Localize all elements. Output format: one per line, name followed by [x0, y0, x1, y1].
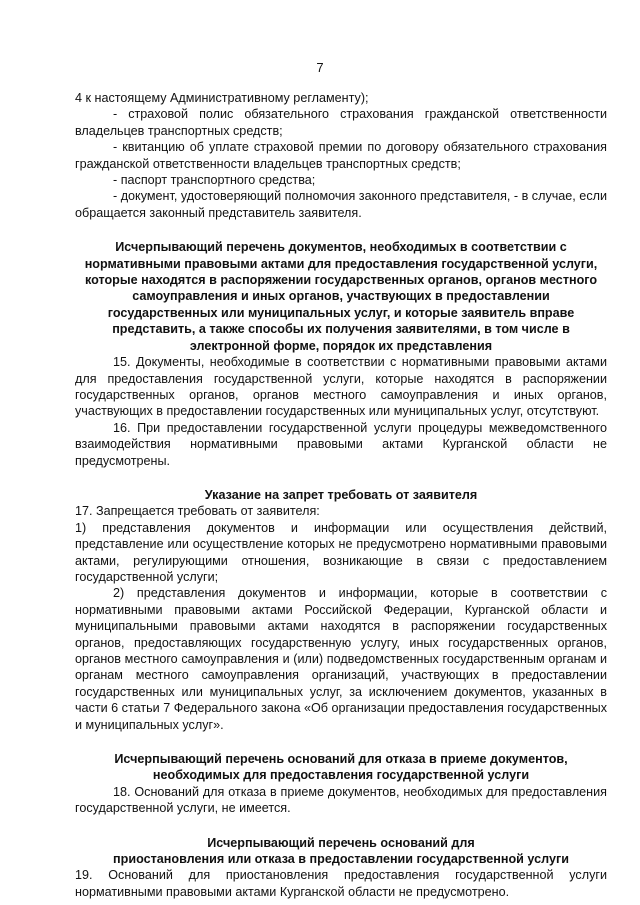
- paragraph-16: 16. При предоставлении государственной услуги процедуры межведомственного взаимодействия нормативными правовыми актами Курганской области не предусмотрены.: [75, 420, 607, 468]
- heading-refusal-grounds: Исчерпывающий перечень оснований для отказа в приеме документов, необходимых для предоставления государственной услуги: [114, 752, 568, 783]
- paragraph-17: 17. Запрещается требовать от заявителя:: [75, 504, 320, 519]
- list-item-insurance-policy: - страховой полис обязательного страхования гражданской ответственности владельцев транспортных средств;: [75, 107, 607, 138]
- page-number: 7: [316, 60, 324, 75]
- paragraph-17-item-2: 2) представления документов и информации, которые в соответствии с нормативными правовыми актами Российской Федерации, Курганской области и муниципальными правовыми актами находятся в распоряжении государственных органов, предоставляющих государственную услугу, иных государственных органов, органов местного самоуправления и (или) подведомственных государственным органам и органам местного самоуправления организаций, участвующих в предоставлении государственных или муниципальных услуг, за исключением документов, указанных в части 6 статьи 7 Федерального закона «Об организации предоставления государственных и муниципальных услуг».: [75, 586, 607, 732]
- list-item-insurance-receipt: - квитанцию об уплате страховой премии по договору обязательного страхования гражданской ответственности владельцев транспортных средств;: [75, 140, 607, 171]
- paragraph-continuation: 4 к настоящему Административному регламенту);: [75, 91, 369, 105]
- paragraph-17-item-1: 1) представления документов и информации или осуществления действий, представление или осуществление которых не предусмотрено нормативными правовыми актами, регулирующими отношения, возникающие в связи с предоставлением государственной услуги;: [75, 520, 607, 584]
- list-item-vehicle-passport: - паспорт транспортного средства;: [113, 173, 316, 188]
- heading-suspension-line-1: Исчерпывающий перечень оснований для: [207, 835, 475, 850]
- list-item-representative-document: - документ, удостоверяющий полномочия законного представителя, - в случае, если обращается законный представитель заявителя.: [75, 189, 607, 220]
- heading-prohibition: Указание на запрет требовать от заявителя: [204, 487, 478, 502]
- paragraph-19: 19. Оснований для приостановления предоставления государственной услуги нормативными правовыми актами Курганской области не предусмотрено.: [75, 868, 607, 899]
- document-body: [75, 90, 607, 900]
- paragraph-18: 18. Оснований для отказа в приеме документов, необходимых для предоставления государственной услуги, не имеется.: [75, 784, 607, 816]
- heading-documents-list: Исчерпывающий перечень документов, необходимых в соответствии с нормативными правовыми актами для предоставления государственной услуги, которые находятся в распоряжении государственных органов, органов местного самоуправления и иных органов, участвующих в предоставлении государственных или муниципальных услуг, и которые заявитель вправе представить, а также способы их получения заявителями, в том числе в электронной форме, порядок их представления: [84, 240, 598, 353]
- heading-suspension-line-2: приостановления или отказа в предоставлении государственной услуги: [113, 852, 569, 867]
- paragraph-15: 15. Документы, необходимые в соответствии с нормативными правовыми актами для предоставления государственной услуги, которые находятся в распоряжении государственных органов, органов местного самоуправления и иных органов, участвующих в предоставлении государственных или муниципальных услуг, отсутствуют.: [75, 355, 607, 419]
